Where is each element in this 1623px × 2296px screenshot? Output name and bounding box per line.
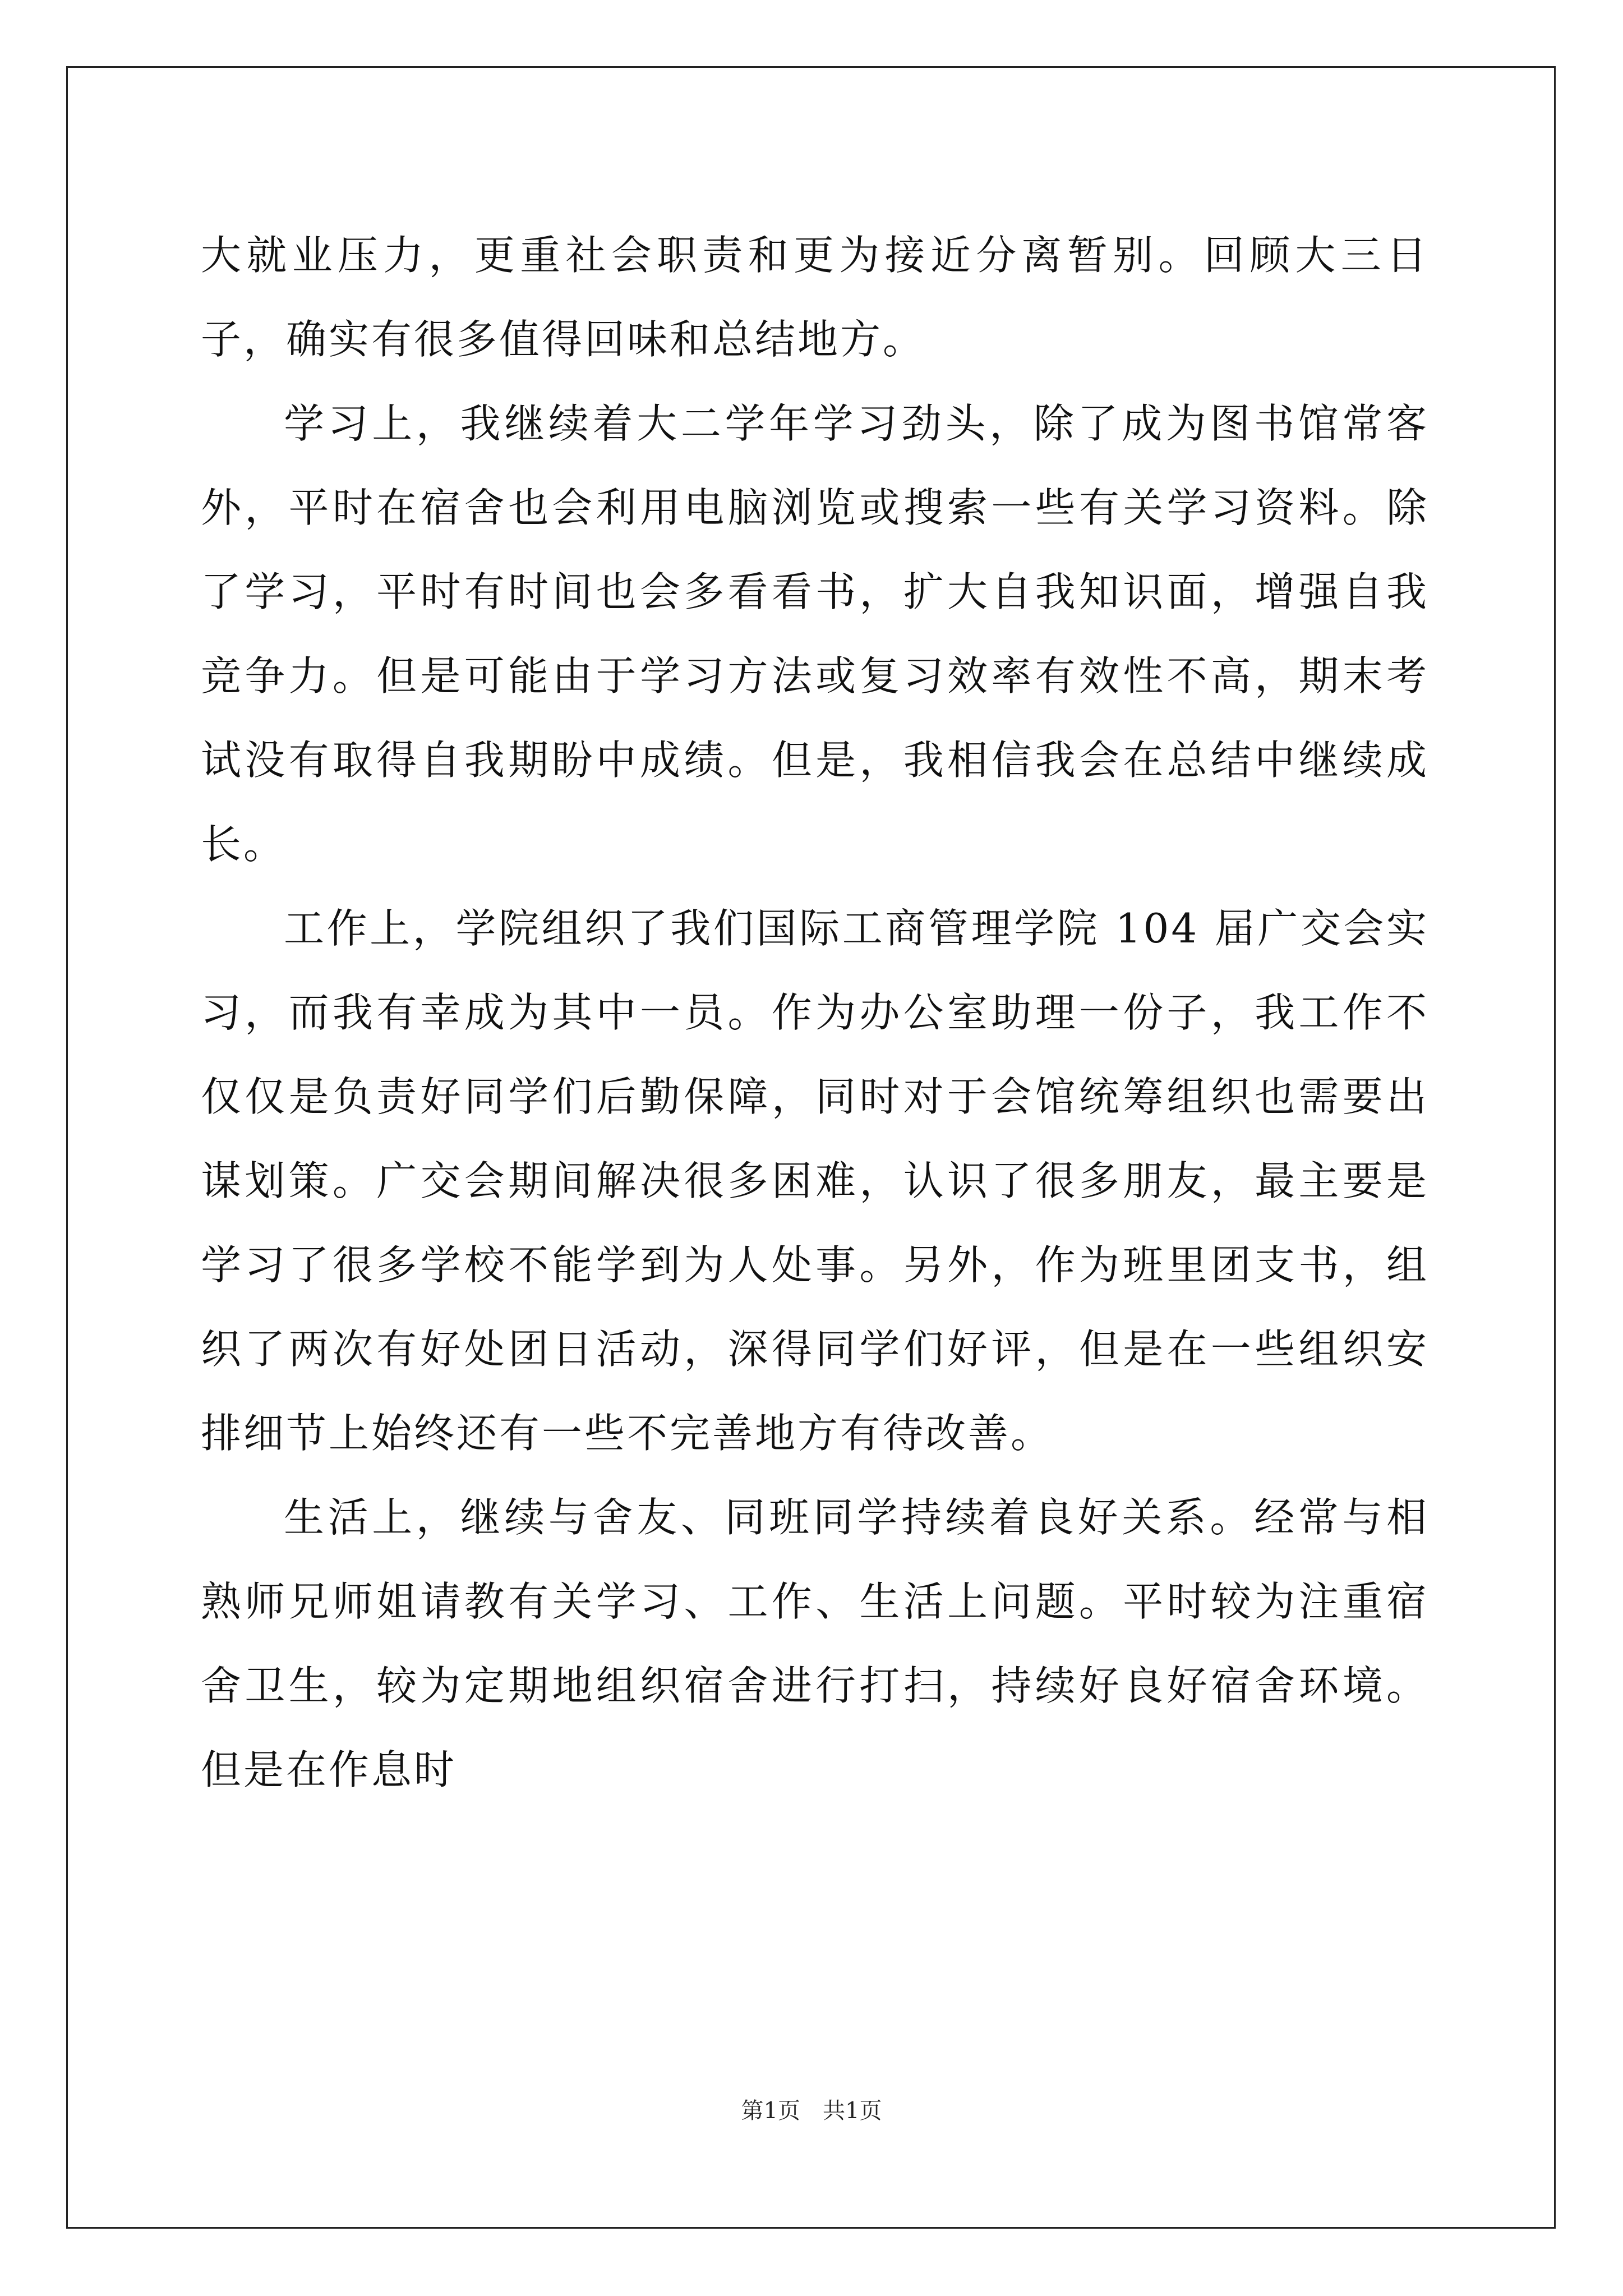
paragraph-3: 工作上，学院组织了我们国际工商管理学院 104 届广交会实习，而我有幸成为其中一员。作为办公室助理一份子，我工作不仅仅是负责好同学们后勤保障，同时对于会馆统筹组织也需要出谋划策。广交会期间解决很多困难，认识了很多朋友，最主要是学习了很多学校不能学到为人处事。另外，作为班里团支书，组织了两次有好处团日活动，深得同学们好评，但是在一些组织安排细节上始终还有一些不完善地方有待改善。 bbox=[201, 905, 1429, 1457]
page-footer: 第1页 共1页 bbox=[741, 2098, 882, 2124]
paragraph-1: 大就业压力，更重社会职责和更为接近分离暂别。回顾大三日子，确实有很多值得回味和总结地方。 bbox=[201, 232, 1429, 363]
paragraph-4: 生活上，继续与舍友、同班同学持续着良好关系。经常与相熟师兄师姐请教有关学习、工作、生活上问题。平时较为注重宿舍卫生，较为定期地组织宿舍进行打扫，持续好良好宿舍环境。但是在作息时 bbox=[201, 1494, 1429, 1793]
paragraph-2: 学习上，我继续着大二学年学习劲头，除了成为图书馆常客外，平时在宿舍也会利用电脑浏览或搜索一些有关学习资料。除了学习，平时有时间也会多看看书，扩大自我知识面，增强自我竞争力。但是可能由于学习方法或复习效率有效性不高，期末考试没有取得自我期盼中成绩。但是，我相信我会在总结中继续成长。 bbox=[201, 400, 1429, 868]
document-body bbox=[201, 213, 1429, 1812]
